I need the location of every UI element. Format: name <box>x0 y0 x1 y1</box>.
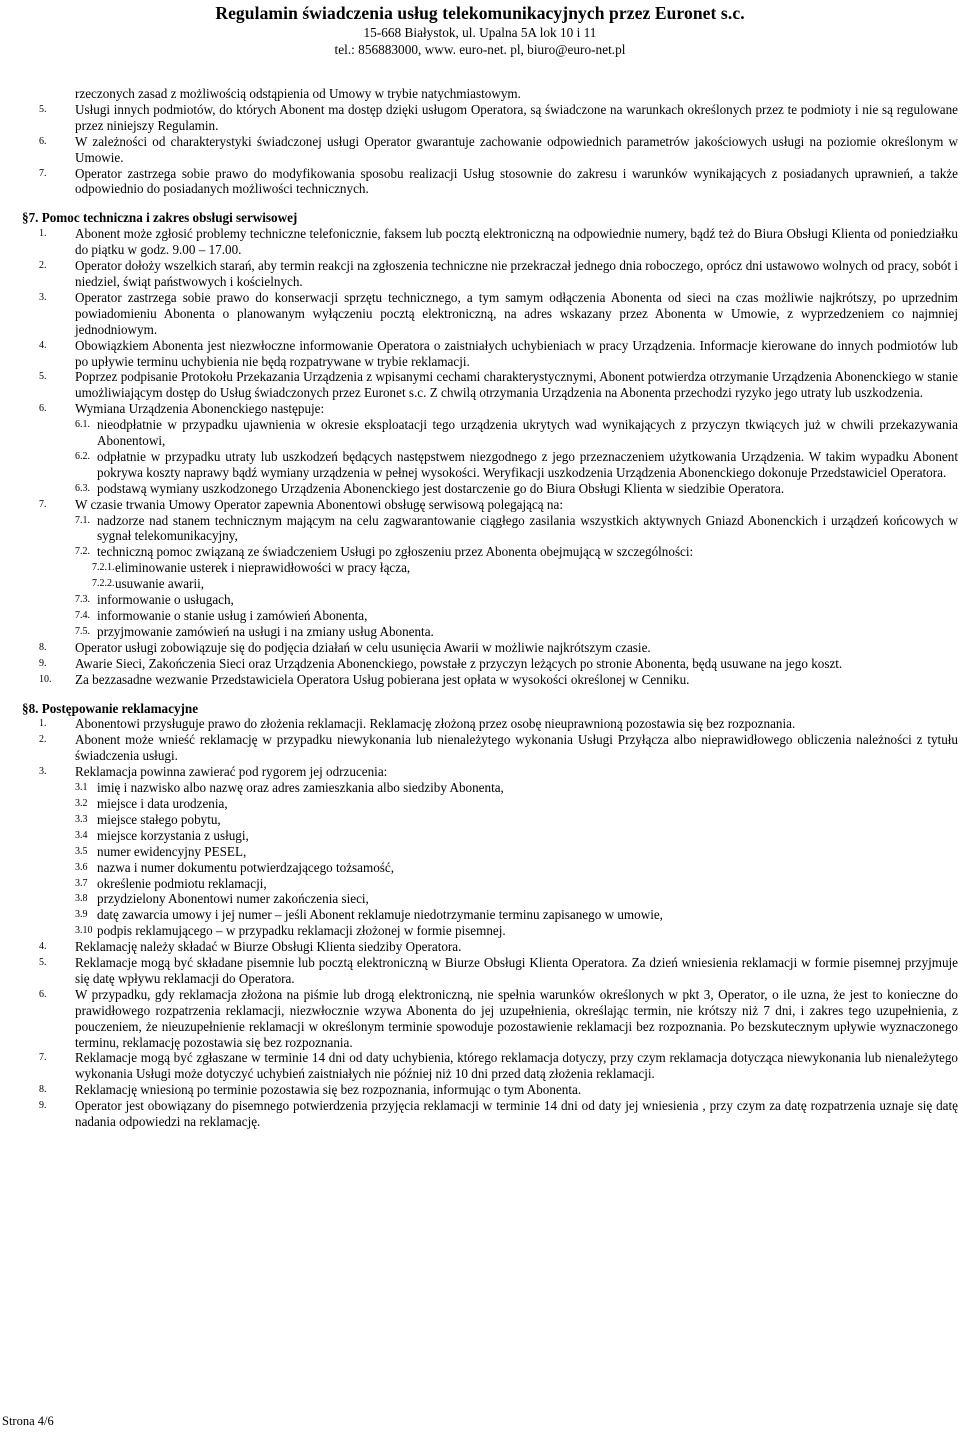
item-number: 6. <box>39 135 47 147</box>
list-item <box>22 226 958 258</box>
section-8-item-3-sublist <box>22 780 958 939</box>
section-heading-8: §8. Postępowanie reklamacyjne <box>22 700 199 716</box>
page-number: Strona 4/6 <box>2 1414 54 1428</box>
item-text: Operator zastrzega sobie prawo do modyfikowania sposobu realizacji Usług stosownie do zakresu i warunków wynikających z posiadanych uprawnień, a także odpowiednio do posiadanych możliwości technicznych. <box>75 165 958 197</box>
item-number: 1. <box>39 228 47 240</box>
item-text: datę zawarcia umowy i jej numer – jeśli Abonent reklamuje niedotrzymanie terminu zapisanego w umowie, <box>97 907 663 923</box>
item-number: 8. <box>39 641 47 653</box>
sub-list-item <box>22 417 958 449</box>
item-number: 5. <box>39 957 47 969</box>
list-item <box>22 338 958 370</box>
item-number: 3.7 <box>75 877 88 889</box>
list-item <box>22 497 958 513</box>
item-number: 7. <box>39 498 47 510</box>
item-number: 3.8 <box>75 893 88 905</box>
item-number: 9. <box>39 1100 47 1112</box>
sub-list-item <box>22 860 958 876</box>
item-text: Abonentowi przysługuje prawo do złożenia reklamacji. Reklamację złożoną przez osobę nieuprawnioną pozostawia się bez rozpoznania. <box>75 716 796 732</box>
item-number: 7. <box>39 1052 47 1064</box>
item-number: 5. <box>39 371 47 383</box>
item-number: 6. <box>39 403 47 415</box>
item-number: 5. <box>39 103 47 115</box>
item-number: 3.9 <box>75 909 88 921</box>
sub-list-item <box>22 513 958 545</box>
section-7-list-tail <box>22 640 958 688</box>
section-7-item-7-2-sublist <box>22 560 958 592</box>
item-number: 10. <box>39 673 52 685</box>
item-text: nieodpłatnie w przypadku ujawnienia w okresie eksploatacji tego urządzenia ukrytych wad wynikających z przyczyn tkwiących już w chwili przekazywania Abonentowi, <box>97 417 958 449</box>
company-contact: tel.: 856883000, www. euro-net. pl, biuro@euro-net.pl <box>334 42 626 57</box>
list-item <box>22 640 958 656</box>
item-number: 6.3. <box>75 482 90 494</box>
sub-list-item <box>22 608 958 624</box>
list-item <box>22 672 958 688</box>
item-number: 7.2. <box>75 546 90 558</box>
item-text: odpłatnie w przypadku utraty lub uszkodzeń będących następstwem niezgodnego z jego przeznaczeniem użytkowania Urządzenia. W takim wypadku Abonent pokrywa koszty naprawy bądź wymiany urządzenia w pełnej wysokości. Weryfikacji uszkodzenia Urządzenia Abonenckiego dokonuje Przedstawiciel Operatora. <box>97 448 958 480</box>
intro-list <box>22 102 958 197</box>
item-number: 4. <box>39 339 47 351</box>
item-number: 7.1. <box>75 514 90 526</box>
list-item <box>22 939 958 955</box>
item-number: 3.3 <box>75 813 88 825</box>
item-text: numer ewidencyjny PESEL, <box>97 843 247 859</box>
sub-list-item <box>22 828 958 844</box>
item-number: 7.2.2. <box>92 578 115 590</box>
item-text: W czasie trwania Umowy Operator zapewnia Abonentowi obsługę serwisową polegającą na: <box>75 496 563 512</box>
item-text: przyjmowanie zamówień na usługi i na zmiany usług Abonenta. <box>97 623 434 639</box>
item-text: podstawą wymiany uszkodzonego Urządzenia Abonenckiego jest dostarczenie go do Biura Obsługi Klienta w siedzibie Operatora. <box>97 480 785 496</box>
section-7-item-7-sublist-b <box>22 592 958 640</box>
item-text: Za bezzasadne wezwanie Przedstawiciela Operatora Usług pobierana jest opłata w wysokości określonej w Cenniku. <box>75 671 690 687</box>
item-text: techniczną pomoc związaną ze świadczeniem Usługi po zgłoszeniu przez Abonenta obejmującą w szczególności: <box>97 544 694 560</box>
item-text: Wymiana Urządzenia Abonenckiego następuje: <box>75 401 325 417</box>
item-number: 3.5 <box>75 845 88 857</box>
item-number: 3. <box>39 766 47 778</box>
list-item <box>22 102 958 134</box>
section-7-list <box>22 226 958 417</box>
sub-list-item <box>22 449 958 481</box>
document-body <box>22 86 958 1130</box>
item-number: 3.4 <box>75 829 88 841</box>
list-item <box>22 716 958 732</box>
list-item <box>22 764 958 780</box>
item-number: 3.6 <box>75 861 88 873</box>
item-text: Abonent może wnieść reklamację w przypadku niewykonania lub nienależytego wykonania Usługi Przyłącza albo nieprawidłowego obliczenia należności z tytułu świadczenia usługi. <box>75 732 958 764</box>
item-number: 8. <box>39 1084 47 1096</box>
item-text: Operator dołoży wszelkich starań, aby termin reakcji na zgłoszenia techniczne nie przekraczał jednego dnia roboczego, oprócz dni ustawowo wolnych od pracy, sobót i niedziel, świąt państwowych i kościelnych. <box>75 258 958 289</box>
item-text: miejsce i data urodzenia, <box>97 795 228 811</box>
sub-list-item <box>22 560 958 576</box>
item-number: 7. <box>39 167 47 179</box>
item-number: 4. <box>39 941 47 953</box>
item-text: określenie podmiotu reklamacji, <box>97 875 267 891</box>
section-8-list-a <box>22 716 958 780</box>
item-number: 3. <box>39 291 47 303</box>
item-text: miejsce stałego pobytu, <box>97 811 221 827</box>
item-text: Abonent może zgłosić problemy techniczne telefonicznie, faksem lub pocztą elektroniczną na odpowiednie numery, bądź też do Biura Obsługi Klienta od poniedziałku do piątku w godz. 9.00 – 17.00. <box>75 226 958 258</box>
company-address: 15-668 Białystok, ul. Upalna 5A lok 10 i 11 <box>363 25 597 40</box>
sub-list-item <box>22 576 958 592</box>
item-text: Awarie Sieci, Zakończenia Sieci oraz Urządzenia Abonenckiego, powstałe z przyczyn leżących po stronie Abonenta, będą usuwane na jego koszt. <box>75 655 843 671</box>
item-text: W zależności od charakterystyki świadczonej usługi Operator gwarantuje zachowanie odpowiednich parametrów jakościowych usługi na poziomie określonym w Umowie. <box>75 133 958 165</box>
item-number: 3.1 <box>75 782 88 794</box>
sub-list-item <box>22 923 958 939</box>
sub-list-item <box>22 592 958 608</box>
item-number: 6.1. <box>75 419 90 431</box>
list-item <box>22 987 958 1051</box>
item-number: 7.3. <box>75 594 90 606</box>
item-number: 2. <box>39 734 47 746</box>
item-number: 6.2. <box>75 450 90 462</box>
item-number: 9. <box>39 657 47 669</box>
item-text: informowanie o stanie usług i zamówień Abonenta, <box>97 608 368 623</box>
item-number: 3.2 <box>75 797 88 809</box>
sub-list-item <box>22 876 958 892</box>
list-item <box>22 369 958 401</box>
item-number: 7.5. <box>75 625 90 637</box>
item-text: przydzielony Abonentowi numer zakończenia sieci, <box>97 891 369 907</box>
sub-list-item <box>22 907 958 923</box>
continuation-text: rzeczonych zasad z możliwością odstąpienia od Umowy w trybie natychmiastowym. <box>75 86 521 101</box>
list-item <box>22 656 958 672</box>
item-text: imię i nazwisko albo nazwę oraz adres zamieszkania albo siedziby Abonenta, <box>97 780 504 796</box>
item-number: 6. <box>39 988 47 1000</box>
list-item <box>22 290 958 338</box>
item-number: 2. <box>39 260 47 272</box>
section-8-list-b <box>22 939 958 1130</box>
list-item <box>22 134 958 166</box>
item-text: Usługi innych podmiotów, do których Abonent ma dostęp dzięki usługom Operatora, są świadczone na warunkach określonych przez te podmioty i nie są regulowane przez niniejszy Regulamin. <box>75 101 958 133</box>
list-item <box>22 258 958 290</box>
section-7-item-7-sublist-a <box>22 513 958 561</box>
sub-list-item <box>22 624 958 640</box>
list-item <box>22 732 958 764</box>
section-heading-7: §7. Pomoc techniczna i zakres obsługi serwisowej <box>22 210 298 226</box>
list-item <box>22 166 958 198</box>
item-text: Operator jest obowiązany do pisemnego potwierdzenia przyjęcia reklamacji w terminie 14 dni od daty jej wniesienia , przy czym za datę rozpatrzenia uznaje się datę nadania odpowiedzi na reklamację. <box>75 1098 958 1130</box>
item-text: podpis reklamującego – w przypadku reklamacji złożonej w formie pisemnej. <box>97 923 506 939</box>
item-text: Operator usługi zobowiązuje się do podjęcia działań w celu usunięcia Awarii w możliwie najkrótszym czasie. <box>75 639 651 655</box>
item-number: 7.4. <box>75 610 90 621</box>
list-item <box>22 1082 958 1098</box>
item-text: Reklamację wniesioną po terminie pozostawia się bez rozpoznania, informując o tym Abonenta. <box>75 1082 582 1098</box>
item-text: informowanie o usługach, <box>97 592 234 608</box>
sub-list-item <box>22 812 958 828</box>
item-number: 3.10 <box>75 925 93 937</box>
item-text: nazwa i numer dokumentu potwierdzającego tożsamość, <box>97 859 395 875</box>
item-text: Obowiązkiem Abonenta jest niezwłoczne informowanie Operatora o zaistniałych uchybieniach w pracy Urządzenia. Informacje kierowane do innych podmiotów lub po upływie terminu uchybienia nie będą rozpatrywane w trybie reklamacji. <box>75 337 958 369</box>
document-title: Regulamin świadczenia usług telekomunikacyjnych przez Euronet s.c. <box>215 3 745 23</box>
sub-list-item <box>22 481 958 497</box>
item-text: usuwanie awarii, <box>115 576 205 592</box>
list-item <box>22 401 958 417</box>
item-text: eliminowanie usterek i nieprawidłowości w pracy łącza, <box>115 560 411 576</box>
list-item <box>22 1098 958 1130</box>
sub-list-item <box>22 544 958 560</box>
item-text: Reklamacje mogą być składane pisemnie lub pocztą elektroniczną w Biurze Obsługi Klienta Operatora. Za dzień wniesienia reklamacji w formie pisemnej przyjmuje się datę wpływu reklamacji do Operatora. <box>75 955 958 986</box>
list-item <box>22 955 958 987</box>
item-number: 7.2.1. <box>92 562 115 574</box>
item-text: Reklamacje mogą być zgłaszane w terminie 14 dni od daty uchybienia, którego reklamacja dotyczy, przy czym reklamacja dotycząca niewykonania lub nienależytego wykonania Usługi może dotyczyć uchybień zaistniałych nie później niż 10 dni przed datą złożenia reklamacji. <box>75 1050 958 1082</box>
item-text: Reklamacja powinna zawierać pod rygorem jej odrzucenia: <box>75 764 388 780</box>
item-text: Operator zastrzega sobie prawo do konserwacji sprzętu technicznego, a tym samym odłączenia Abonenta od sieci na czas możliwie najkrótszy, po uprzednim powiadomieniu Abonenta o planowanym wyłączeniu pocztą elektroniczną, na adres wskazany przez Abonenta w Umowie, z wyprzedzeniem co najmniej jednodniowym. <box>75 289 958 337</box>
item-text: W przypadku, gdy reklamacja złożona na piśmie lub drogą elektroniczną, nie spełnia warunków określonych w pkt 3, Operator, o ile uzna, że jest to konieczne do prawidłowego rozpatrzenia reklamacji, niezwłocznie wzywa Abonenta do jej uzupełnienia, określając termin, nie krótszy niż 7 dni, i zakres tego uzupełnienia, z pouczeniem, że nieuzupełnienie reklamacji w określonym terminie spowoduje pozostawienie reklamacji bez rozpoznania. Po bezskutecznym upływie wyznaczonego terminu, reklamację pozostawia się bez rozpoznania. <box>75 986 958 1050</box>
section-7-item-6-sublist <box>22 417 958 497</box>
item-text: Poprzez podpisanie Protokołu Przekazania Urządzenia z wpisanymi cechami charakterystycznymi, Abonent potwierdza otrzymanie Urządzenia Abonenckiego w stanie umożliwiającym dostęp do Usług świadczonych przez Euronet s.c. Z chwilą otrzymania Urządzenia na Abonenta przechodzi ryzyko jego utraty lub uszkodzenia. <box>75 369 958 401</box>
item-text: nadzorze nad stanem technicznym mającym na celu zagwarantowanie ciągłego zasilania wszystkich aktywnych Gniazd Abonenckich i urządzeń końcowych w sygnał telekomunikacyjny, <box>97 512 958 544</box>
list-item <box>22 1050 958 1082</box>
sub-list-item <box>22 891 958 907</box>
sub-list-item <box>22 844 958 860</box>
item-number: 1. <box>39 718 47 730</box>
document-header <box>0 2 960 58</box>
sub-list-item <box>22 796 958 812</box>
item-text: Reklamację należy składać w Biurze Obsługi Klienta siedziby Operatora. <box>75 939 462 955</box>
item-text: miejsce korzystania z usługi, <box>97 827 249 843</box>
sub-list-item <box>22 780 958 796</box>
